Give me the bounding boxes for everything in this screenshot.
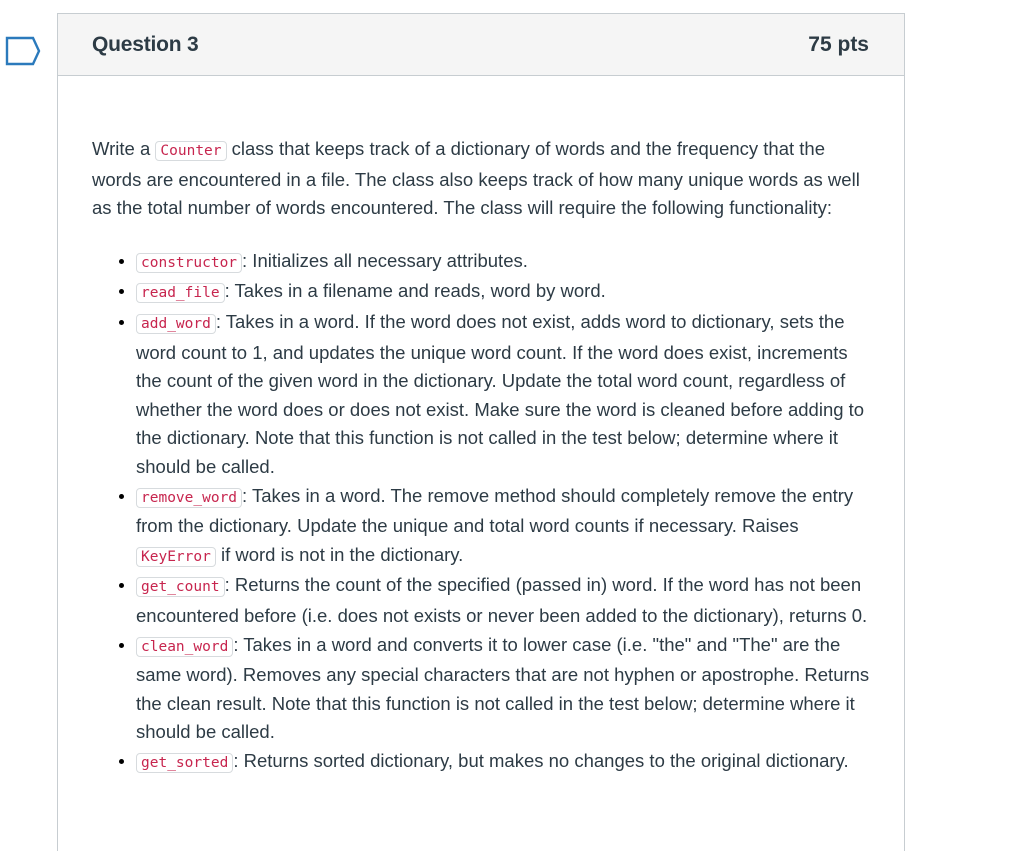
code-snippet: KeyError (136, 547, 216, 567)
item-text: : Takes in a word and converts it to lower case (i.e. "the" and "The" are the same word). Removes any special characters that are not hyphen or apostrophe. Returns the clean result. Note that this function is not called in the test below; determine where it should be called. (136, 633, 870, 743)
code-snippet: constructor (136, 253, 242, 273)
question-title: Question 3 (92, 32, 199, 56)
item-text: : Initializes all necessary attributes. (242, 249, 528, 271)
question-body (58, 76, 904, 777)
question-card (57, 13, 905, 851)
flag-outline-icon[interactable] (5, 36, 41, 66)
functionality-item-constructor (136, 247, 870, 278)
intro-text-after: class that keeps track of a dictionary of words and the frequency that the words are encountered in a file. The class also keeps track of how many unique words as well as the total number of words encountered. The class will require the following functionality: (92, 138, 860, 219)
code-snippet: get_sorted (136, 753, 233, 773)
item-text: : Takes in a word. If the word does not exist, adds word to dictionary, sets the word count to 1, and updates the unique word count. If the word does exist, increments the count of the given word in the dictionary. Update the total word count, regardless of whether the word does or does not exist. Make sure the word is cleaned before adding to the dictionary. Note that this function is not called in the test below; determine where it should be called. (136, 310, 865, 477)
question-points: 75 pts (808, 32, 869, 56)
code-snippet: read_file (136, 283, 225, 303)
functionality-item-add-word (136, 308, 870, 482)
code-snippet: add_word (136, 314, 216, 334)
question-header (58, 14, 904, 76)
item-text: : Returns sorted dictionary, but makes no changes to the original dictionary. (233, 749, 849, 771)
functionality-item-read-file (136, 277, 870, 308)
functionality-item-get-count (136, 571, 870, 630)
item-text: : Takes in a filename and reads, word by word. (224, 280, 606, 302)
code-snippet: clean_word (136, 637, 233, 657)
item-text: if word is not in the dictionary. (215, 543, 464, 565)
functionality-item-clean-word (136, 631, 870, 747)
functionality-list (92, 247, 870, 778)
intro-text-before: Write a (92, 138, 156, 159)
code-snippet: get_count (136, 577, 225, 597)
functionality-item-get-sorted (136, 747, 870, 778)
intro-code-counter: Counter (155, 141, 226, 161)
question-intro (92, 135, 870, 223)
item-text: : Returns the count of the specified (passed in) word. If the word has not been encountered before (i.e. does not exists or never been added to the dictionary), returns 0. (136, 574, 868, 626)
item-text: : Takes in a word. The remove method should completely remove the entry from the dictionary. Update the unique and total word counts if necessary. Raises (136, 484, 854, 537)
code-snippet: remove_word (136, 488, 242, 508)
functionality-item-remove-word (136, 482, 870, 572)
